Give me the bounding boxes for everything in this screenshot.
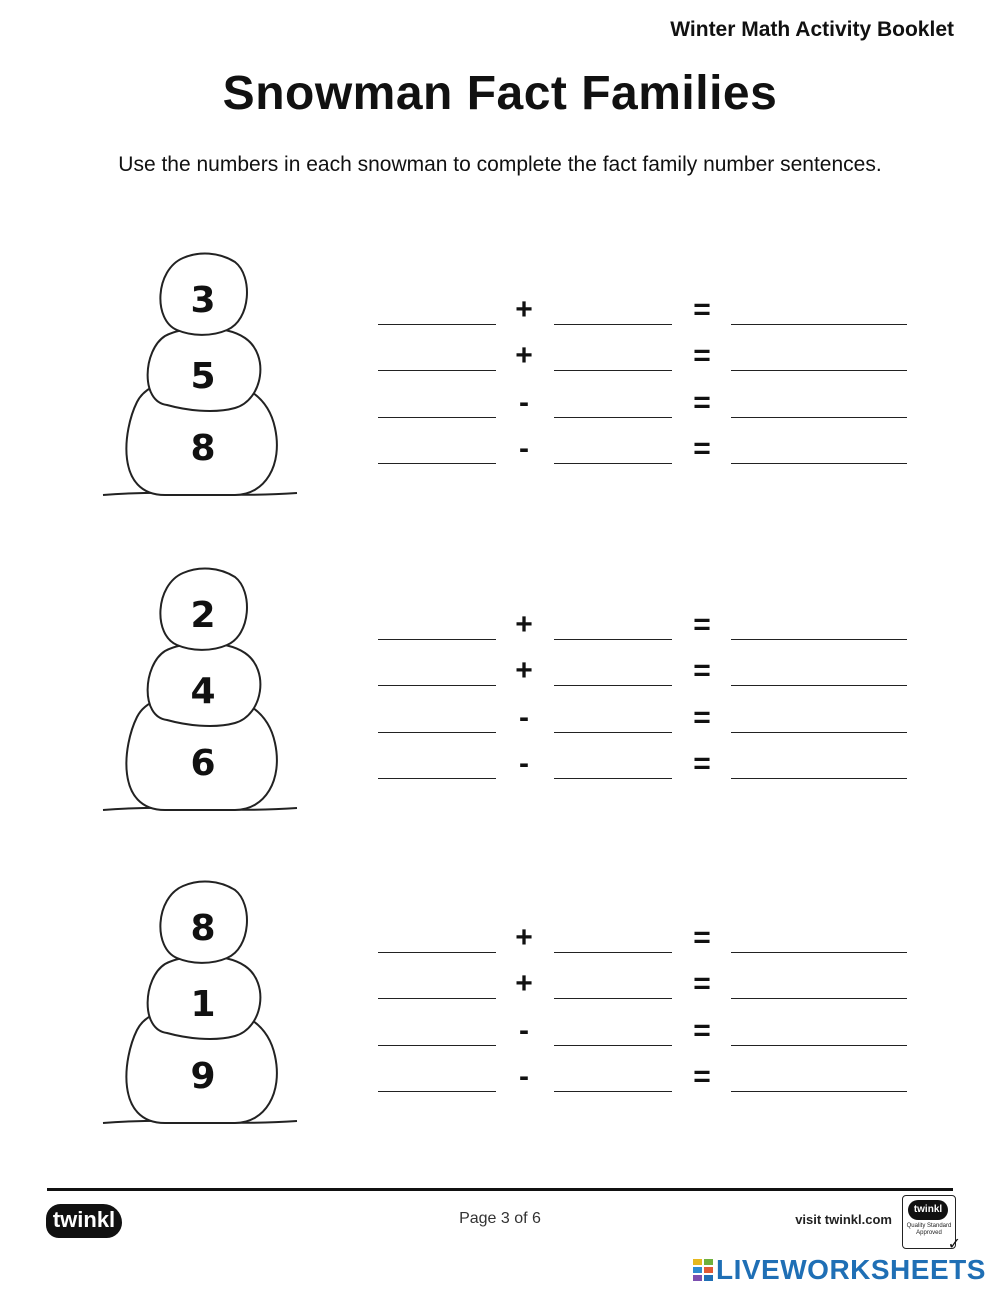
answer-blank[interactable] xyxy=(554,639,672,640)
answer-blank[interactable] xyxy=(554,463,672,464)
quality-badge xyxy=(902,1195,961,1253)
operator-sign: - xyxy=(519,701,529,734)
answer-blank[interactable] xyxy=(731,998,907,999)
snowman-number: 5 xyxy=(190,356,216,397)
operator-sign: + xyxy=(515,967,533,1000)
answer-blank[interactable] xyxy=(731,778,907,779)
operator-sign: - xyxy=(519,1060,529,1093)
answer-blank[interactable] xyxy=(731,463,907,464)
answer-blank[interactable] xyxy=(731,417,907,418)
snowman-number: 3 xyxy=(190,280,216,321)
number-sentence xyxy=(0,1062,1000,1092)
answer-blank[interactable] xyxy=(378,639,496,640)
badge-text: Quality Standard Approved xyxy=(906,1223,952,1236)
equals-sign: = xyxy=(693,293,711,326)
equals-sign: = xyxy=(693,1014,711,1047)
number-sentence xyxy=(0,703,1000,733)
answer-blank[interactable] xyxy=(378,998,496,999)
snowman-number: 1 xyxy=(190,984,216,1025)
snowman xyxy=(95,250,305,510)
twinkl-logo: twinkl xyxy=(46,1204,122,1238)
snowman xyxy=(95,878,305,1138)
operator-sign: - xyxy=(519,747,529,780)
equals-sign: = xyxy=(693,701,711,734)
answer-blank[interactable] xyxy=(554,685,672,686)
answer-blank[interactable] xyxy=(378,417,496,418)
number-sentence xyxy=(0,610,1000,640)
instructions: Use the numbers in each snowman to complete the fact family number sentences. xyxy=(118,153,882,176)
snowman-number: 9 xyxy=(190,1056,216,1097)
answer-blank[interactable] xyxy=(554,1091,672,1092)
check-icon: ✓ xyxy=(947,1236,961,1253)
answer-blank[interactable] xyxy=(378,463,496,464)
equals-sign: = xyxy=(693,1060,711,1093)
operator-sign: + xyxy=(515,921,533,954)
answer-blank[interactable] xyxy=(378,778,496,779)
snowman xyxy=(95,565,305,825)
equals-sign: = xyxy=(693,921,711,954)
equals-sign: = xyxy=(693,339,711,372)
answer-blank[interactable] xyxy=(554,324,672,325)
answer-blank[interactable] xyxy=(378,1045,496,1046)
number-sentence xyxy=(0,434,1000,464)
page-title: Snowman Fact Families xyxy=(222,67,778,120)
answer-blank[interactable] xyxy=(554,370,672,371)
answer-blank[interactable] xyxy=(378,370,496,371)
answer-blank[interactable] xyxy=(554,417,672,418)
answer-blank[interactable] xyxy=(554,1045,672,1046)
operator-sign: + xyxy=(515,293,533,326)
snowman-number: 4 xyxy=(190,671,216,712)
fact-family xyxy=(0,878,1000,1148)
operator-sign: - xyxy=(519,386,529,419)
answer-blank[interactable] xyxy=(731,1091,907,1092)
operator-sign: + xyxy=(515,654,533,687)
operator-sign: - xyxy=(519,432,529,465)
equals-sign: = xyxy=(693,432,711,465)
answer-blank[interactable] xyxy=(731,732,907,733)
snowman-number: 6 xyxy=(190,743,216,784)
answer-blank[interactable] xyxy=(378,1091,496,1092)
number-sentence xyxy=(0,656,1000,686)
booklet-title: Winter Math Activity Booklet xyxy=(670,18,954,41)
answer-blank[interactable] xyxy=(378,732,496,733)
number-sentence xyxy=(0,1016,1000,1046)
operator-sign: + xyxy=(515,608,533,641)
answer-blank[interactable] xyxy=(731,685,907,686)
number-sentence xyxy=(0,295,1000,325)
equals-sign: = xyxy=(693,654,711,687)
equals-sign: = xyxy=(693,967,711,1000)
equals-sign: = xyxy=(693,747,711,780)
answer-blank[interactable] xyxy=(554,952,672,953)
answer-blank[interactable] xyxy=(554,998,672,999)
visit-link[interactable]: visit twinkl.com xyxy=(795,1212,892,1227)
snowman-number: 2 xyxy=(190,595,216,636)
liveworksheets-watermark: LIVEWORKSHEETS xyxy=(716,1254,986,1285)
number-sentence xyxy=(0,923,1000,953)
badge-logo: twinkl xyxy=(908,1200,948,1220)
page-number: Page 3 of 6 xyxy=(459,1210,541,1227)
equals-sign: = xyxy=(693,608,711,641)
number-sentence xyxy=(0,969,1000,999)
snowman-number: 8 xyxy=(190,908,216,949)
answer-blank[interactable] xyxy=(731,1045,907,1046)
answer-blank[interactable] xyxy=(731,952,907,953)
operator-sign: - xyxy=(519,1014,529,1047)
number-sentence xyxy=(0,341,1000,371)
snowman-number: 8 xyxy=(190,428,216,469)
answer-blank[interactable] xyxy=(378,952,496,953)
fact-family xyxy=(0,565,1000,835)
fact-family xyxy=(0,250,1000,520)
number-sentence xyxy=(0,388,1000,418)
equals-sign: = xyxy=(693,386,711,419)
answer-blank[interactable] xyxy=(731,324,907,325)
answer-blank[interactable] xyxy=(378,324,496,325)
footer-rule xyxy=(47,1188,953,1191)
answer-blank[interactable] xyxy=(731,370,907,371)
answer-blank[interactable] xyxy=(554,778,672,779)
liveworksheets-icon xyxy=(693,1259,713,1281)
operator-sign: + xyxy=(515,339,533,372)
answer-blank[interactable] xyxy=(554,732,672,733)
answer-blank[interactable] xyxy=(731,639,907,640)
number-sentence xyxy=(0,749,1000,779)
answer-blank[interactable] xyxy=(378,685,496,686)
